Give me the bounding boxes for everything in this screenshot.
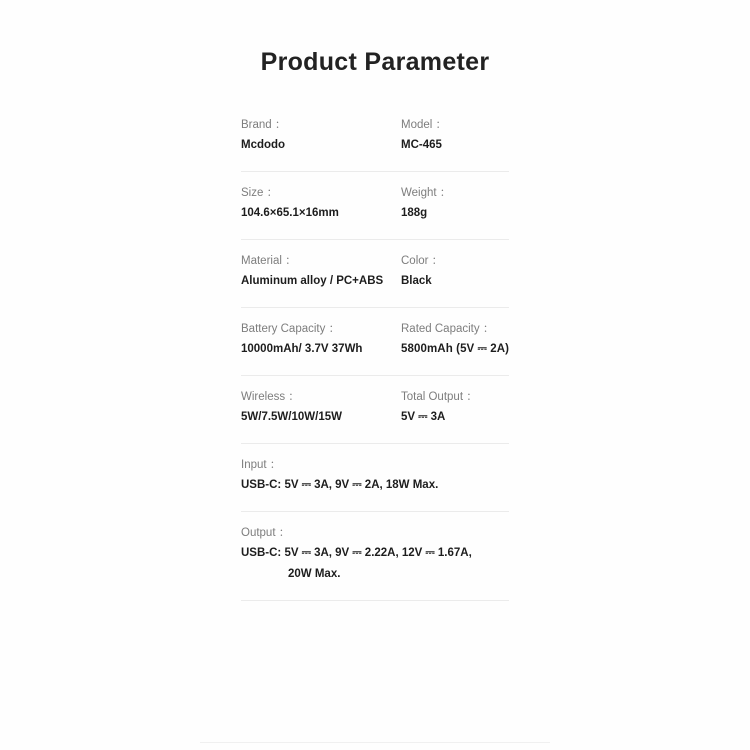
spec-value: 5W/7.5W/10W/15W <box>241 411 342 423</box>
spec-label: Weight ： <box>401 187 452 199</box>
spec-label: Input ： <box>241 459 282 471</box>
spec-value: Aluminum alloy / PC+ABS <box>241 275 384 287</box>
table-row <box>241 512 509 601</box>
spec-cell-size <box>241 172 401 222</box>
spec-cell-battery-capacity <box>241 308 401 358</box>
spec-label: Color ： <box>401 255 444 267</box>
spec-cell-rated-capacity <box>401 308 509 358</box>
spec-value: USB-C: 5V ⎓ 3A, 9V ⎓ 2A, 18W Max. <box>241 479 439 491</box>
spec-label: Model ： <box>401 119 448 131</box>
page-title: Product Parameter <box>260 48 490 76</box>
table-row <box>241 104 509 172</box>
spec-cell-weight <box>401 172 509 222</box>
spec-value: 104.6×65.1×16mm <box>241 207 339 219</box>
spec-cell-wireless <box>241 376 401 426</box>
spec-value: 5800mAh (5V ⎓ 2A) <box>401 343 510 355</box>
table-row <box>241 172 509 240</box>
spec-label: Battery Capacity ： <box>241 323 341 335</box>
spec-cell-color <box>401 240 509 290</box>
table-row <box>241 308 509 376</box>
specification-table <box>241 104 509 601</box>
spec-cell-model <box>401 104 509 154</box>
spec-cell-material <box>241 240 401 290</box>
spec-value-line2: 20W Max. <box>288 568 341 580</box>
spec-cell-brand <box>241 104 401 154</box>
spec-value: MC-465 <box>401 139 442 151</box>
spec-label: Rated Capacity ： <box>401 323 495 335</box>
spec-label: Size ： <box>241 187 279 199</box>
footer-divider <box>200 742 550 743</box>
spec-label: Output ： <box>241 527 291 539</box>
table-row <box>241 444 509 512</box>
spec-label: Material ： <box>241 255 297 267</box>
spec-value: 10000mAh/ 3.7V 37Wh <box>241 343 363 355</box>
spec-cell-total-output <box>401 376 509 426</box>
spec-value: 5V ⎓ 3A <box>401 411 446 423</box>
spec-value: 188g <box>401 207 428 219</box>
spec-value-continuation <box>241 562 509 583</box>
spec-cell-output <box>241 512 509 583</box>
table-row <box>241 376 509 444</box>
spec-label: Total Output ： <box>401 391 478 403</box>
table-row <box>241 240 509 308</box>
spec-label: Wireless ： <box>241 391 300 403</box>
spec-cell-input <box>241 444 509 494</box>
spec-label: Brand ： <box>241 119 287 131</box>
spec-value: Black <box>401 275 432 287</box>
spec-value: Mcdodo <box>241 139 286 151</box>
spec-value: USB-C: 5V ⎓ 3A, 9V ⎓ 2.22A, 12V ⎓ 1.67A, <box>241 547 472 559</box>
